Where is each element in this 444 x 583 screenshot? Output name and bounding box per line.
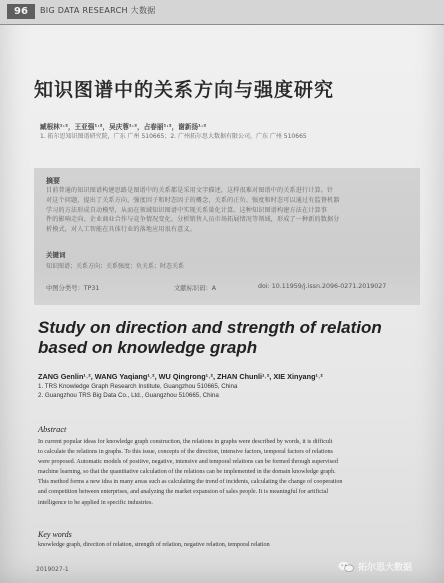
english-abstract-line: In current popular ideas for knowledge graph construction, the relations in graphs were described by words, it is difficult <box>38 439 333 445</box>
english-title: Study on direction and strength of relation based on knowledge graph <box>38 318 382 357</box>
chinese-abstract-line: 析模式，对人工智能在具体行业的落地应用很有意义。 <box>46 226 196 234</box>
page-number: 96 <box>7 4 35 19</box>
doi: doi: 10.11959/j.issn.2096-0271.2019027 <box>258 283 387 290</box>
article-code: 2019027-1 <box>36 566 69 573</box>
chinese-abstract-line: 学习的方法形成自动模型，从而在领域知识图谱中实现关系量化计算。这种知识图谱构建方法在计算事 <box>46 206 327 214</box>
english-abstract-line: to calculate the relations in graphs. To this issue, concepts of the direction, intensive factors, temporal factors of relations <box>38 449 333 456</box>
journal-name: BIG DATA RESEARCH 大数据 <box>40 6 156 15</box>
chinese-abstract-line: 目前普通的知识图谱构建思路是图谱中的关系都是采用文字描述，这样很难对图谱中的关系进行计算。针 <box>46 187 334 194</box>
chinese-abstract-line: 对这个问题，提出了关系方向、强度因子和时态因子的概念，关系的正负、强度和时态可以通过有监督机器 <box>46 196 340 204</box>
chinese-authors: 臧根林¹˒²，王亚强¹˒²，吴庆蓉¹˒²，占春丽¹˒²，谢新扬¹˒² <box>40 123 207 131</box>
chinese-abstract-box <box>34 168 420 305</box>
chinese-abstract-title: 摘要 <box>46 177 60 185</box>
chinese-abstract-line: 件的影响走向、企业商业合作与竞争情况变化、分析销售人员市场拓展情况等领域，形成了一种新的数据分 <box>46 216 340 224</box>
chinese-abstract-text <box>46 186 410 235</box>
english-abstract-title: Abstract <box>38 425 67 434</box>
chinese-affiliations: 1. 拓尔思知识图谱研究院，广东 广州 510665；2. 广州拓尔思大数据有限公司，广东 广州 510665 <box>40 133 307 140</box>
english-abstract-line: were proposed. Automatic models of positive, negative, intensive and temporal relations can be formed through supervised <box>38 459 338 466</box>
watermark <box>338 560 412 573</box>
english-affiliation-1: 1. TRS Knowledge Graph Research Institute, Guangzhou 510665, China <box>38 383 238 390</box>
page-header <box>0 0 444 25</box>
english-affiliations <box>38 383 237 400</box>
english-keywords: knowledge graph, direction of relation, strength of relation, negative relation, temporal relation <box>38 542 270 548</box>
chinese-keywords: 知识图谱；关系方向；关系强度；负关系；时态关系 <box>46 263 185 270</box>
english-abstract-text <box>38 437 404 508</box>
english-keywords-title: Key words <box>38 530 72 539</box>
chinese-keywords-title: 关键词 <box>46 251 66 259</box>
document-code: 文献标识码：A <box>174 285 217 292</box>
english-authors: ZANG Genlin¹˒², WANG Yaqiang¹˒², WU Qingrong¹˒², ZHAN Chunli¹˒², XIE Xinyang¹˒² <box>38 372 323 381</box>
english-abstract-line: This method forms a new idea in many areas such as calculating the trend of incidents, calculating the change of cooperation <box>38 479 343 486</box>
wechat-icon <box>338 561 354 573</box>
english-abstract-line: and competition between enterprises, and analyzing the market expansion of sales people. It is meaningful for artificial <box>38 489 329 496</box>
english-abstract-line: machine learning, so that the quantitative calculation of the relations can be implemented in the domain knowledge graph. <box>38 469 336 476</box>
clc-number: 中图分类号：TP31 <box>46 285 100 292</box>
english-abstract-line: intelligence to be applied in specific industries. <box>38 499 153 506</box>
watermark-text: 拓尔思大数据 <box>358 563 413 573</box>
english-affiliation-2: 2. Guangzhou TRS Big Data Co., Ltd., Guangzhou 510665, China <box>38 391 219 399</box>
chinese-title: 知识图谱中的关系方向与强度研究 <box>34 79 335 101</box>
